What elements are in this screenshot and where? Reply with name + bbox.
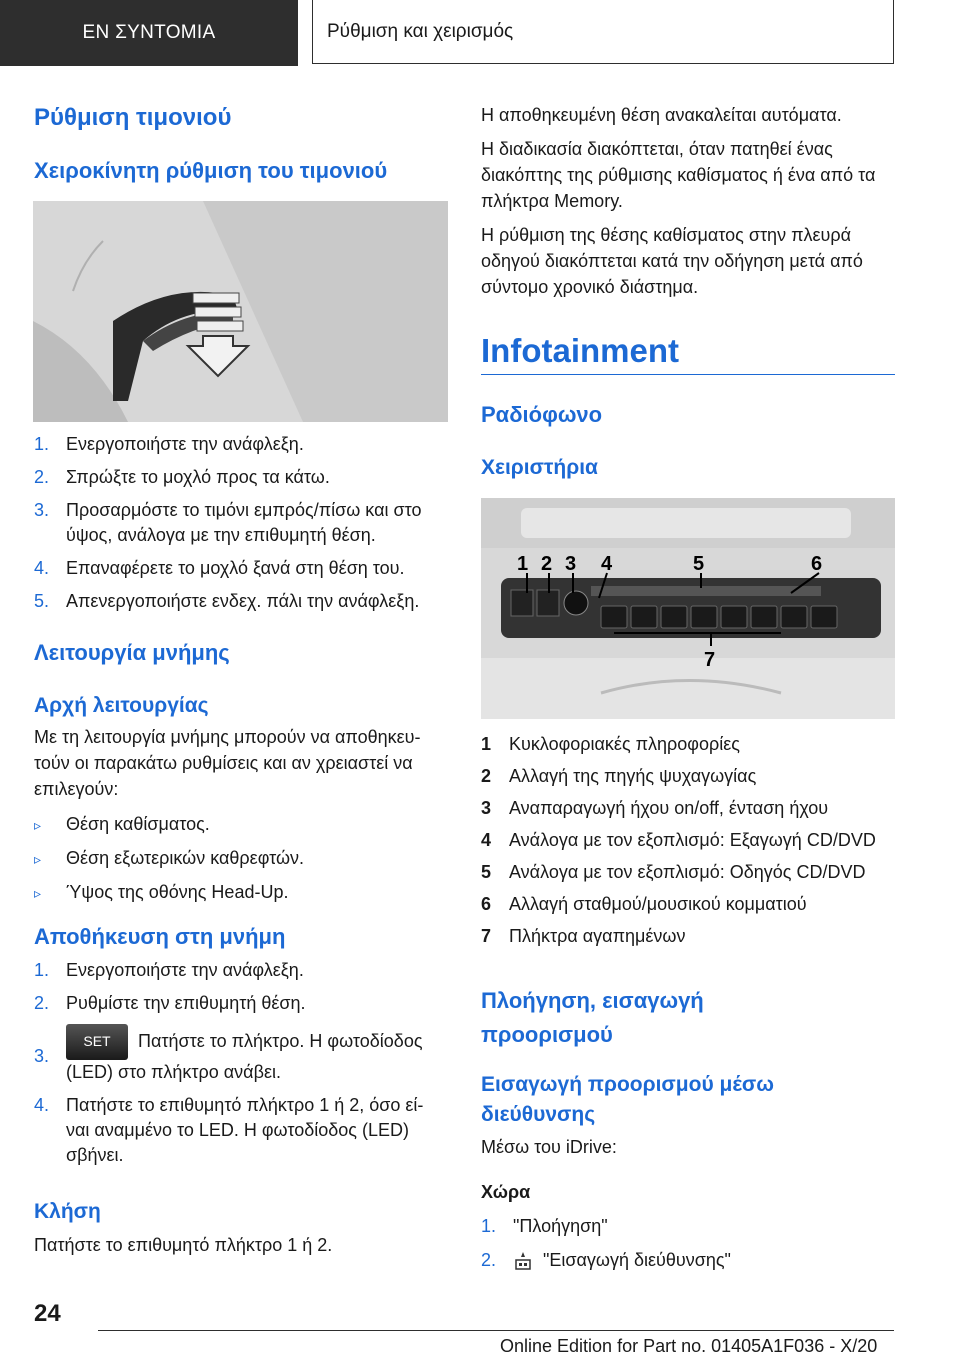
list-item: 5. Απενεργοποιήστε ενδεχ. πάλι την ανάφλεξη. [34,591,420,611]
radio-title: Ραδιόφωνο [481,402,603,427]
memory-title: Λειτουργία μνήμης [34,640,230,665]
page-number: 24 [34,1300,61,1327]
country-steps [481,1214,895,1273]
list-item: 4. Επαναφέρετε το μοχλό ξανά στη θέση του. [34,558,405,578]
list-item: ▹ Θέση εξωτερικών καθρεφτών. [34,848,305,868]
country-heading: Χώρα [481,1182,531,1202]
callout-7: 7 [704,649,716,671]
adjust-steps [34,432,448,614]
callout-1: 1 [517,553,529,575]
list-item: 1. Ενεργοποιήστε την ανάφλεξη. [34,960,304,980]
store-title: Αποθήκευση στη μνήμη [34,924,286,949]
controls-key-list [481,732,895,949]
dest-title: Εισαγωγή προορισμού μέσω διεύθυνσης [481,1073,774,1126]
section-title: Ρύθμιση τιμονιού [34,104,232,131]
set-button-icon: SET [66,1024,128,1060]
title-rule [481,374,895,375]
list-item: 7 Πλήκτρα αγαπημένων [481,926,686,946]
call-title: Κλήση [34,1200,101,1223]
section-tab[interactable] [312,0,894,64]
list-item: 2. Σπρώξτε το μοχλό προς τα κάτω. [34,467,330,487]
infotainment-title: Infotainment [481,332,679,369]
radio-controls-illustration [481,498,895,719]
memory-bullets [34,812,448,905]
callout-6: 6 [811,553,823,575]
list-item: 1 Κυκλοφοριακές πληροφορίες [481,734,740,754]
principle-title: Αρχή λειτουργίας [34,694,209,717]
paragraph: Η διαδικασία διακόπτεται, όταν πατηθεί ένας διακόπτης της ρύθμισης καθίσματος ή ένα από τα πλήκτρα Memory. [481,139,876,211]
list-item: 4 Ανάλογα με τον εξοπλισμό: Εξαγωγή CD/DVD [481,830,876,850]
navigation-menu-icon [513,1251,533,1271]
call-text: Πατήστε το επιθυμητό πλήκτρο 1 ή 2. [34,1235,333,1255]
list-item: 1. "Πλοήγηση" [481,1216,608,1236]
list-item: 5 Ανάλογα με τον εξοπλισμό: Οδηγός CD/DVD [481,862,866,882]
chapter-tab[interactable] [0,0,298,66]
nav-title: Πλοήγηση, εισαγωγή προορισμού [481,988,704,1047]
list-item: 4. Πατήστε το επιθυμητό πλήκτρο 1 ή 2, όσο εί- ναι αναμμένο το LED. Η φωτοδίοδος (LED) σβήνει. [34,1095,424,1165]
callout-5: 5 [693,553,705,575]
list-item: 6 Αλλαγή σταθμού/μουσικού κομματιού [481,894,807,914]
list-item: 1. Ενεργοποιήστε την ανάφλεξη. [34,434,304,454]
list-item: ▹ Θέση καθίσματος. [34,814,210,834]
list-item: 3. SET Πατήστε το πλήκτρο. Η φωτοδίοδος (LED) στο πλήκτρο ανάβει. [34,1024,448,1085]
paragraph: Η αποθηκευμένη θέση ανακαλείται αυτόματα. [481,105,842,125]
section-label: Ρύθμιση και χειρισμός [327,20,514,42]
list-item: 3 Αναπαραγωγή ήχου on/off, ένταση ήχου [481,798,829,818]
callout-2: 2 [541,553,553,575]
list-item: 3. Προσαρμόστε το τιμόνι εμπρός/πίσω και στο ύψος, ανάλογα με την επιθυμητή θέση. [34,500,422,545]
steering-lever-illustration [33,201,448,422]
callout-4: 4 [601,553,613,575]
footer-rule [98,1330,894,1331]
list-item: 2 Αλλαγή της πηγής ψυχαγωγίας [481,766,757,786]
list-item: 2. "Εισαγωγή διεύθυνσης" [481,1250,731,1270]
list-item: 2. Ρυθμίστε την επιθυμητή θέση. [34,993,306,1013]
list-item: ▹ Ύψος της οθόνης Head-Up. [34,882,289,902]
chapter-label: ΕΝ ΣΥΝΤΟΜΙΑ [82,22,216,43]
controls-title: Χειριστήρια [481,456,598,479]
principle-text: Με τη λειτουργία μνήμης μπορούν να αποθηκευ- τούν οι παρακάτω ρυθμίσεις και αν χρειαστεί να επιλεγούν: [34,727,421,799]
callout-3: 3 [565,553,577,575]
edition-note: Online Edition for Part no. 01405A1F036 - X/20 [500,1336,878,1356]
subsection-title: Χειροκίνητη ρύθμιση του τιμονιού [34,158,388,183]
store-steps [34,958,448,1168]
via-idrive-text: Μέσω του iDrive: [481,1137,617,1157]
paragraph: Η ρύθμιση της θέσης καθίσματος στην πλευρά οδηγού διακόπτεται κατά την οδήγηση μετά από σύντομο χρονικό διάστημα. [481,225,863,297]
